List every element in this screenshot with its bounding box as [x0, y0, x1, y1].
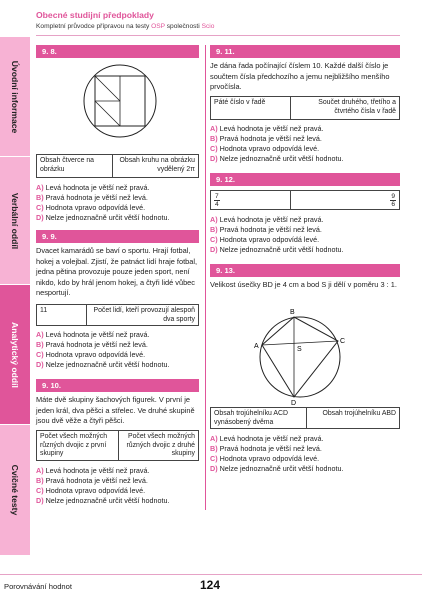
option-c[interactable]: C) Hodnota vpravo odpovídá levé.: [210, 454, 320, 463]
tab-label: Verbální oddíl: [10, 192, 20, 250]
option-c[interactable]: C) Hodnota vpravo odpovídá levé.: [210, 144, 320, 153]
tab-label: Analytický oddíl: [10, 322, 20, 388]
left-value: Obsah čtverce na obrázku: [37, 155, 113, 177]
left-value: Páté číslo v řadě: [211, 97, 291, 119]
option-b[interactable]: B) Pravá hodnota je větší než levá.: [210, 134, 322, 143]
tab-label: Cvičné testy: [10, 464, 20, 516]
option-a[interactable]: A) Levá hodnota je větší než pravá.: [210, 215, 324, 224]
book-subtitle: [36, 23, 214, 30]
comparison-table-9-11: [210, 96, 400, 120]
label-b: B: [290, 309, 295, 316]
circle-square-figure: [82, 63, 158, 139]
tab-analyticky-oddil[interactable]: [0, 284, 30, 425]
right-value: Obsah trojúhelníku ABD: [322, 410, 396, 417]
label-c: C: [340, 338, 346, 345]
option-a[interactable]: A) Levá hodnota je větší než pravá.: [210, 434, 324, 443]
tab-verbalni-oddil[interactable]: [0, 156, 30, 285]
options-9-13: [210, 434, 343, 474]
question-text-9-9: Dvacet kamarádů se baví o sportu. Hrají fotbal, hokej a volejbal. Zjistí, že patnáct lidí hraje fotbal, jedna pětina provozuje pouze jeden sport, není nikdo, kdo by hrál jenom hokej, a čtyři lidé vůbec nesportují.: [36, 246, 198, 298]
comparison-table-9-10: [36, 430, 199, 461]
fraction-right: $\frac{9}{6}$: [391, 193, 395, 209]
option-a[interactable]: A) Levá hodnota je větší než pravá.: [36, 183, 150, 192]
question-bar-9-13: 9. 13.: [210, 264, 400, 277]
option-b[interactable]: B) Pravá hodnota je větší než levá.: [210, 444, 322, 453]
label-d: D: [291, 400, 297, 405]
footer-divider: [0, 574, 422, 575]
right-value: [291, 191, 399, 209]
subtitle-mid: společnosti: [164, 23, 202, 30]
option-d[interactable]: D) Nelze jednoznačně určit větší hodnotu.: [36, 213, 170, 222]
option-c[interactable]: C) Hodnota vpravo odpovídá levé.: [36, 486, 146, 495]
option-b[interactable]: B) Pravá hodnota je větší než levá.: [36, 476, 148, 485]
option-d[interactable]: D) Nelze jednoznačně určit větší hodnotu.: [210, 464, 344, 473]
side-tabs: [0, 0, 30, 600]
page-number: 124: [200, 578, 221, 592]
label-s: S: [297, 346, 302, 353]
question-bar-9-11: 9. 11.: [210, 45, 400, 58]
right-value: Součet druhého, třetího a čtvrtého čísla v řadě: [318, 99, 396, 115]
right-value: Obsah kruhu na obrázku vydělený 2π: [119, 157, 195, 173]
option-d[interactable]: D) Nelze jednoznačně určit větší hodnotu.: [36, 360, 170, 369]
comparison-table-9-9: [36, 304, 199, 326]
question-bar-9-8: 9. 8.: [36, 45, 199, 58]
tab-label: Úvodní informace: [10, 60, 20, 134]
options-9-10: [36, 466, 169, 506]
options-9-12: [210, 215, 343, 255]
tab-cvicne-testy[interactable]: [0, 424, 30, 555]
subtitle-osp: OSP: [151, 23, 165, 30]
option-a[interactable]: A) Levá hodnota je větší než pravá.: [36, 330, 150, 339]
options-9-8: [36, 183, 169, 223]
comparison-table-9-13: [210, 407, 400, 429]
question-text-9-10: Máte dvě skupiny šachových figurek. V první je jeden král, dva pěšci a střelec. Ve druhé skupině jsou dvě věže a čtyři pěšci.: [36, 395, 195, 426]
option-c[interactable]: C) Hodnota vpravo odpovídá levé.: [210, 235, 320, 244]
tab-uvodni-informace[interactable]: [0, 36, 30, 157]
option-a[interactable]: A) Levá hodnota je větší než pravá.: [210, 124, 324, 133]
option-b[interactable]: B) Pravá hodnota je větší než levá.: [36, 340, 148, 349]
left-value: Obsah trojúhelníku ACD vynásobený dvěma: [211, 408, 307, 428]
subtitle-scio: Scio: [201, 23, 215, 30]
question-bar-9-10: 9. 10.: [36, 379, 199, 392]
circle-quadrilateral-figure: [250, 305, 350, 405]
left-value: Počet všech možných různých dvojic z první skupiny: [37, 431, 119, 460]
right-value: Počet všech možných různých dvojic z druhé skupiny: [126, 433, 195, 458]
option-d[interactable]: D) Nelze jednoznačně určit větší hodnotu.: [36, 496, 170, 505]
label-a: A: [254, 343, 259, 350]
options-9-9: [36, 330, 169, 370]
footer-section: Porovnávání hodnot: [4, 582, 72, 591]
subtitle-text: Kompletní průvodce přípravou na testy: [36, 23, 152, 30]
left-value: [211, 191, 291, 209]
header-divider: [36, 35, 400, 36]
question-text-9-13: Velikost úsečky BD je 4 cm a bod S ji dělí v poměru 3 : 1.: [210, 280, 397, 289]
option-d[interactable]: D) Nelze jednoznačně určit větší hodnotu.: [210, 154, 344, 163]
fraction-left: $\frac{7}{4}$: [215, 193, 219, 209]
question-bar-9-9: 9. 9.: [36, 230, 199, 243]
book-title: Obecné studijní předpoklady: [36, 10, 154, 20]
column-divider: [205, 45, 206, 510]
right-value: Počet lidí, kteří provozují alespoň dva sporty: [93, 307, 195, 323]
option-d[interactable]: D) Nelze jednoznačně určit větší hodnotu.: [210, 245, 344, 254]
left-value: 11: [37, 305, 87, 325]
option-b[interactable]: B) Pravá hodnota je větší než levá.: [36, 193, 148, 202]
comparison-table-9-12: [210, 190, 400, 210]
option-c[interactable]: C) Hodnota vpravo odpovídá levé.: [36, 203, 146, 212]
comparison-table-9-8: [36, 154, 199, 178]
question-bar-9-12: 9. 12.: [210, 173, 400, 186]
option-c[interactable]: C) Hodnota vpravo odpovídá levé.: [36, 350, 146, 359]
option-b[interactable]: B) Pravá hodnota je větší než levá.: [210, 225, 322, 234]
options-9-11: [210, 124, 343, 164]
option-a[interactable]: A) Levá hodnota je větší než pravá.: [36, 466, 150, 475]
question-text-9-11: Je dána řada počínající číslem 10. Každé další číslo je součtem čísla předchozího a jemu nejbližšího menšího prvočísla.: [210, 61, 390, 92]
